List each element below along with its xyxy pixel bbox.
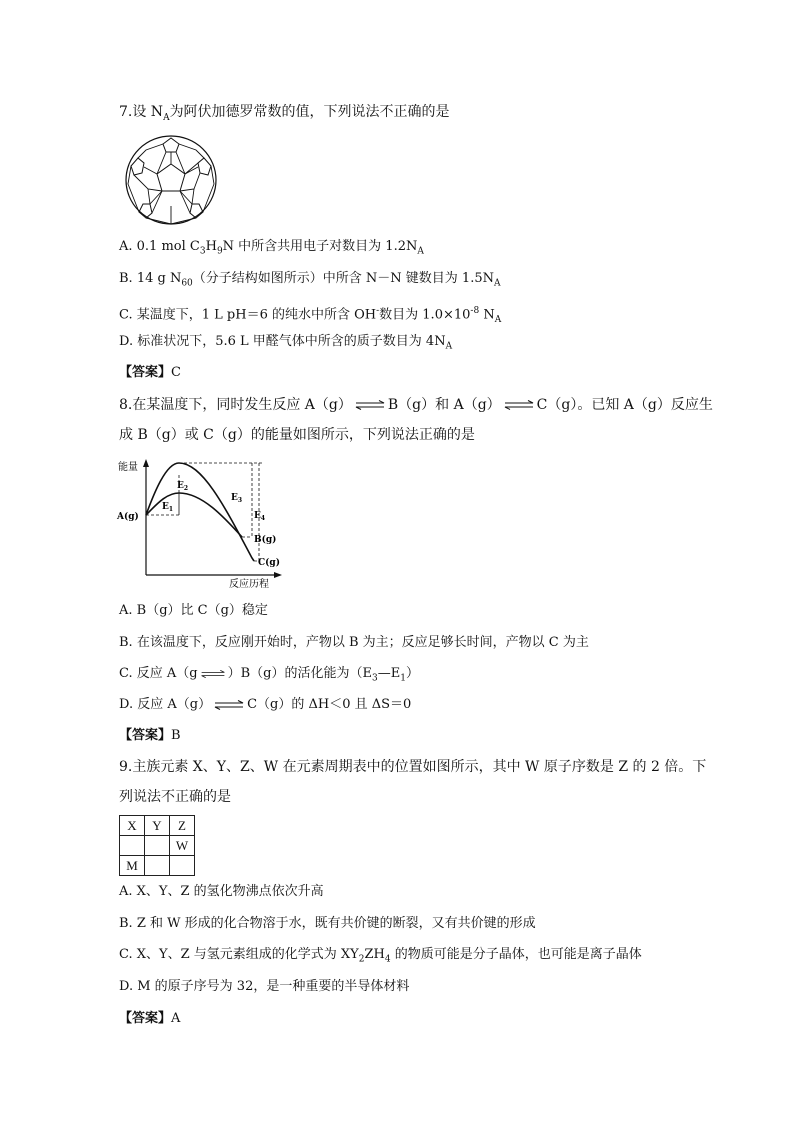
q9-option-a: A. X、Y、Z 的氢化物沸点依次升高 (119, 884, 324, 899)
q8-stem-line1: 8.在某温度下，同时发生反应 A（g） B（g）和 A（g） C（g）。已知 A（g）反应生 (119, 397, 713, 413)
q9-option-b: B. Z 和 W 形成的化合物溶于水，既有共价键的断裂，又有共价键的形成 (119, 916, 536, 931)
a-label: A(g) (117, 512, 139, 522)
e3-label: $E_3$ (231, 493, 243, 504)
q9-stem-line2: 列说法不正确的是 (119, 789, 231, 805)
progress-axis-label: 反应历程 (229, 579, 269, 590)
energy-diagram (114, 455, 284, 590)
q9-option-c: C. X、Y、Z 与氢元素组成的化学式为 $XY_2ZH_4$ 的物质可能是分子晶体，也可能是离子晶体 (119, 947, 642, 965)
b-label: B(g) (254, 535, 277, 545)
table-cell: Y (145, 816, 170, 836)
table-cell (120, 836, 145, 856)
q7-answer: 【答案】C (119, 365, 181, 380)
table-cell (145, 856, 170, 876)
q9-answer: 【答案】A (119, 1011, 181, 1026)
equilibrium-arrow-icon (213, 700, 245, 710)
table-cell: W (170, 836, 195, 856)
q8-answer: 【答案】B (119, 728, 181, 743)
table-cell (145, 836, 170, 856)
q9-option-d: D. M 的原子序号为 32，是一种重要的半导体材料 (119, 979, 410, 994)
q8-option-b: B. 在该温度下，反应刚开始时，产物以 B 为主；反应足够长时间，产物以 C 为主 (119, 635, 589, 650)
fullerene-figure (124, 134, 218, 226)
q7-option-a: A. 0.1 mol $C_3H_9N$ 中所含共用电子对数目为 $1.2N_A$ (119, 239, 424, 257)
equilibrium-arrow-icon (354, 400, 386, 410)
c-label: C(g) (258, 558, 280, 568)
table-cell: M (120, 856, 145, 876)
table-cell: Z (170, 816, 195, 836)
e4-label: $E_4$ (254, 511, 266, 522)
e2-label: $E_2$ (177, 481, 189, 492)
table-cell (170, 856, 195, 876)
q7-option-c: C. 某温度下，1 L pH＝6 的纯水中所含 OH-数目为 $1.0\times 10^{-8}$ $N_A$ (119, 306, 502, 325)
equilibrium-arrow-icon (200, 669, 226, 679)
equilibrium-arrow-icon (503, 400, 535, 410)
q8-option-d: D. 反应 A（g） C（g）的 ΔH＜0 且 ΔS＝0 (119, 697, 412, 712)
table-cell: X (120, 816, 145, 836)
q7-option-d: D. 标准状况下，5.6 L 甲醛气体中所含的质子数目为 $4N_A$ (119, 334, 453, 352)
q7-option-b: B. 14 g $N_{60}$（分子结构如图所示）中所含 N－N 键数目为 $1.5N_A$ (119, 271, 501, 289)
q7-stem: 7.设 $N_A$为阿伏加德罗常数的值，下列说法不正确的是 (119, 104, 450, 123)
e1-label: $E_1$ (162, 502, 174, 513)
table-row (120, 856, 195, 876)
table-row (120, 836, 195, 856)
q8-stem-line2: 成 B（g）或 C（g）的能量如图所示，下列说法正确的是 (119, 427, 475, 443)
q8-option-c: C. 反应 A（g ）B（g）的活化能为$(E_3—E_1)$ (119, 666, 419, 684)
energy-axis-label: 能量 (118, 462, 138, 473)
table-row (120, 816, 195, 836)
periodic-table-fragment (119, 815, 195, 876)
q9-stem-line1: 9.主族元素 X、Y、Z、W 在元素周期表中的位置如图所示，其中 W 原子序数是 Z 的 2 倍。下 (119, 759, 707, 775)
q8-option-a: A. B（g）比 C（g）稳定 (119, 603, 268, 618)
